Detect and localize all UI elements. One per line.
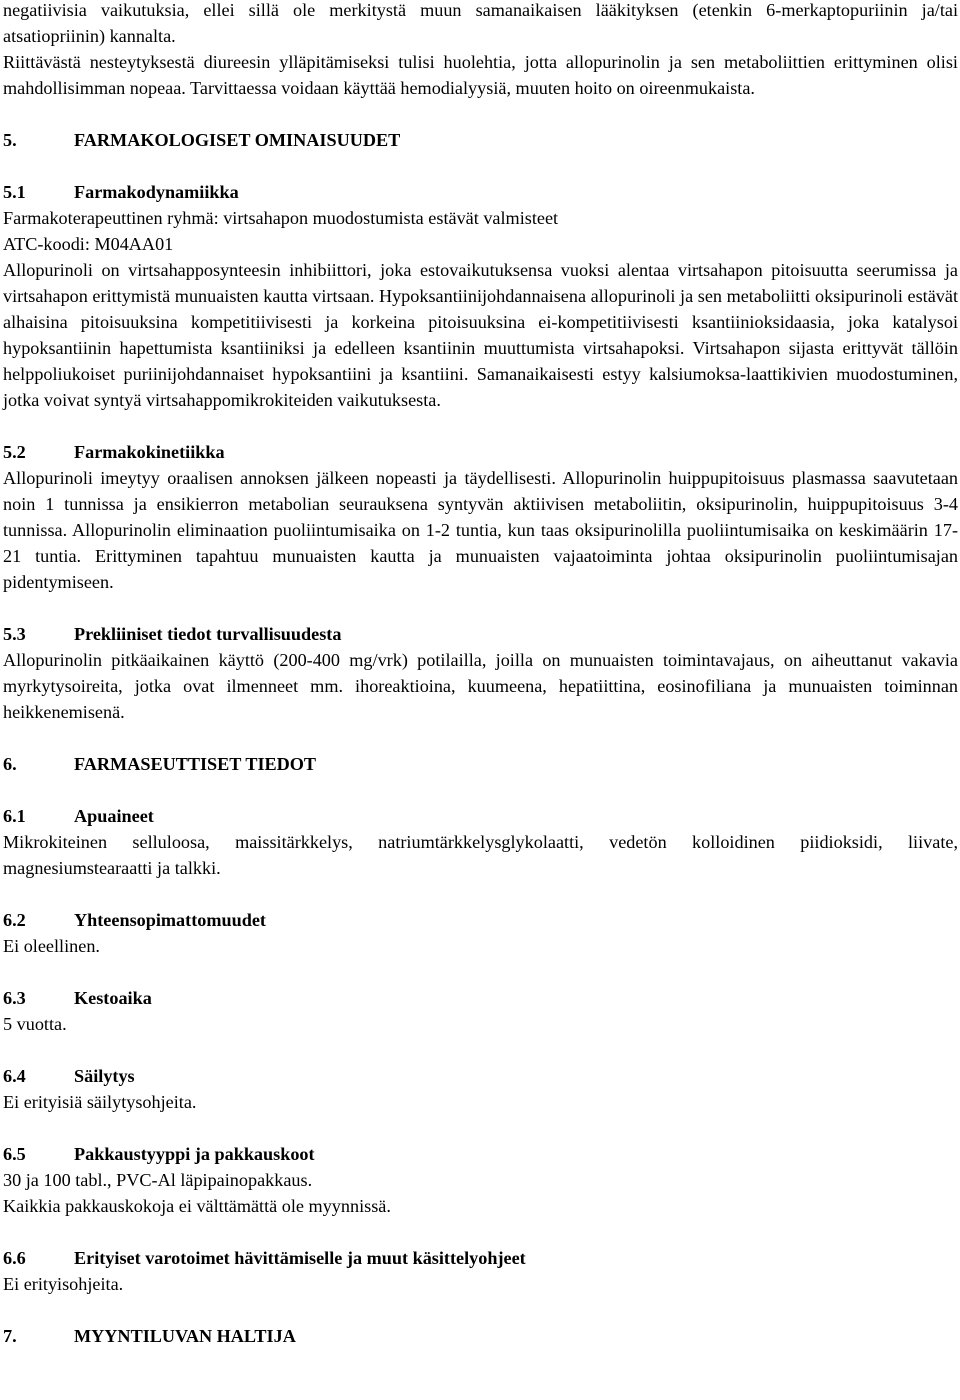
section-6-6-body: Ei erityisohjeita. [3, 1274, 124, 1294]
spacer [3, 1297, 958, 1323]
section-6-5-heading [3, 1141, 958, 1167]
section-6-heading [3, 751, 958, 777]
section-number: 6.1 [3, 806, 26, 826]
spacer [3, 1037, 958, 1063]
package-availability-note: Kaikkia pakkauskokoja ei välttämättä ole myynnissä. [3, 1196, 391, 1216]
spacer [3, 101, 958, 127]
section-5-3-body: Allopurinolin pitkäaikainen käyttö (200-400 mg/vrk) potilailla, joilla on munuaisten toimintavajaus, on aiheuttanut vakavia myrkytysoireita, jotka ovat ilmenneet mm. ihoreaktioina, kuumeena, hepatiittina, eosinofiliana ja munuaisten toiminnan heikkenemisenä. [3, 650, 958, 722]
section-number: 6.2 [3, 910, 26, 930]
section-6-2-body: Ei oleellinen. [3, 936, 100, 956]
section-6-4-body: Ei erityisiä säilytysohjeita. [3, 1092, 197, 1112]
section-6-6-heading [3, 1245, 958, 1271]
section-7-heading [3, 1323, 958, 1349]
document-page [3, 0, 958, 1349]
section-title: Pakkaustyyppi ja pakkauskoot [74, 1144, 315, 1164]
section-6-3-body: 5 vuotta. [3, 1014, 67, 1034]
spacer [3, 959, 958, 985]
section-6-4-heading [3, 1063, 958, 1089]
section-title: Yhteensopimattomuudet [74, 910, 266, 930]
spacer [3, 881, 958, 907]
section-6-1-heading [3, 803, 958, 829]
section-number: 6.4 [3, 1066, 26, 1086]
spacer [3, 777, 958, 803]
section-title: Kestoaika [74, 988, 152, 1008]
section-6-2-heading [3, 907, 958, 933]
section-5-heading [3, 127, 958, 153]
section-number: 6. [3, 754, 17, 774]
section-number: 6.3 [3, 988, 26, 1008]
section-title: Prekliiniset tiedot turvallisuudesta [74, 624, 342, 644]
section-number: 5.3 [3, 624, 26, 644]
section-number: 5. [3, 130, 17, 150]
spacer [3, 413, 958, 439]
section-5-1-heading [3, 179, 958, 205]
section-number: 5.2 [3, 442, 26, 462]
section-5-1-body: Allopurinoli on virtsahapposynteesin inhibiittori, joka estovaikutuksensa vuoksi alentaa virtsahapon pitoisuutta seerumissa ja virtsahapon erittymistä munuaisten kautta virtsaan. Hypoksantiinijohdannaisena allopurinoli ja sen metaboliitti oksipurinoli estävät alhaisina pitoisuuksina kompetitiivisesti ja korkeina pitoisuuksina ei-kompetitiivisesti ksantiinioksidaasia, joka katalysoi hypoksantiinin hapettumista ksantiiniksi ja edelleen ksantiinin muuttumista virtsahapoksi. Virtsahapon sijasta erittyvät tällöin helppoliukoiset puriinijohdannaiset hypoksantiini ja ksantiini. Samanaikaisesti estyy kalsiumoksa-laattikivien muodostuminen, jotka voivat syntyä virtsahappomikrokiteiden vaikutuksesta. [3, 260, 958, 410]
spacer [3, 1115, 958, 1141]
section-number: 5.1 [3, 182, 26, 202]
section-6-1-body: Mikrokiteinen selluloosa, maissitärkkelys, natriumtärkkelysglykolaatti, vedetön kolloidinen piidioksidi, liivate, magnesiumstearaatti ja talkki. [3, 832, 958, 878]
section-title: Apuaineet [74, 806, 154, 826]
section-title: Farmakodynamiikka [74, 182, 239, 202]
section-title: MYYNTILUVAN HALTIJA [74, 1326, 296, 1346]
section-5-3-heading [3, 621, 958, 647]
section-number: 7. [3, 1326, 17, 1346]
intro-paragraph-1: negatiivisia vaikutuksia, ellei sillä ole merkitystä muun samanaikaisen lääkityksen (etenkin 6-merkaptopuriinin ja/tai atsatiopriinin) kannalta. [3, 0, 958, 46]
section-title: Erityiset varotoimet hävittämiselle ja muut käsittelyohjeet [74, 1248, 526, 1268]
intro-paragraph-2: Riittävästä nesteytyksestä diureesin ylläpitämiseksi tulisi huolehtia, jotta allopurinolin ja sen metaboliittien erittyminen olisi mahdollisimman nopeaa. Tarvittaessa voidaan käyttää hemodialyysiä, muuten hoito on oireenmukaista. [3, 52, 958, 98]
spacer [3, 725, 958, 751]
section-5-2-heading [3, 439, 958, 465]
atc-code: ATC-koodi: M04AA01 [3, 234, 174, 254]
pharmacotherapeutic-group: Farmakoterapeuttinen ryhmä: virtsahapon muodostumista estävät valmisteet [3, 208, 559, 228]
spacer [3, 595, 958, 621]
spacer [3, 1219, 958, 1245]
section-title: Säilytys [74, 1066, 135, 1086]
package-sizes: 30 ja 100 tabl., PVC-Al läpipainopakkaus. [3, 1170, 313, 1190]
section-title: FARMASEUTTISET TIEDOT [74, 754, 317, 774]
section-6-3-heading [3, 985, 958, 1011]
section-title: Farmakokinetiikka [74, 442, 225, 462]
section-number: 6.5 [3, 1144, 26, 1164]
spacer [3, 153, 958, 179]
section-number: 6.6 [3, 1248, 26, 1268]
section-title: FARMAKOLOGISET OMINAISUUDET [74, 130, 401, 150]
section-5-2-body: Allopurinoli imeytyy oraalisen annoksen jälkeen nopeasti ja täydellisesti. Allopurinolin huippupitoisuus plasmassa saavutetaan noin 1 tunnissa ja ensikierron metabolian seurauksena syntyvän aktiivisen metaboliitin, oksipurinolin, huippupitoisuus 3-4 tunnissa. Allopurinolin eliminaation puoliintumisaika on 1-2 tuntia, kun taas oksipurinolilla puoliintumisaika on keskimäärin 17-21 tuntia. Erittyminen tapahtuu munuaisten kautta ja munuaisten vajaatoiminta johtaa oksipurinolin puoliintumisajan pidentymiseen. [3, 468, 958, 592]
